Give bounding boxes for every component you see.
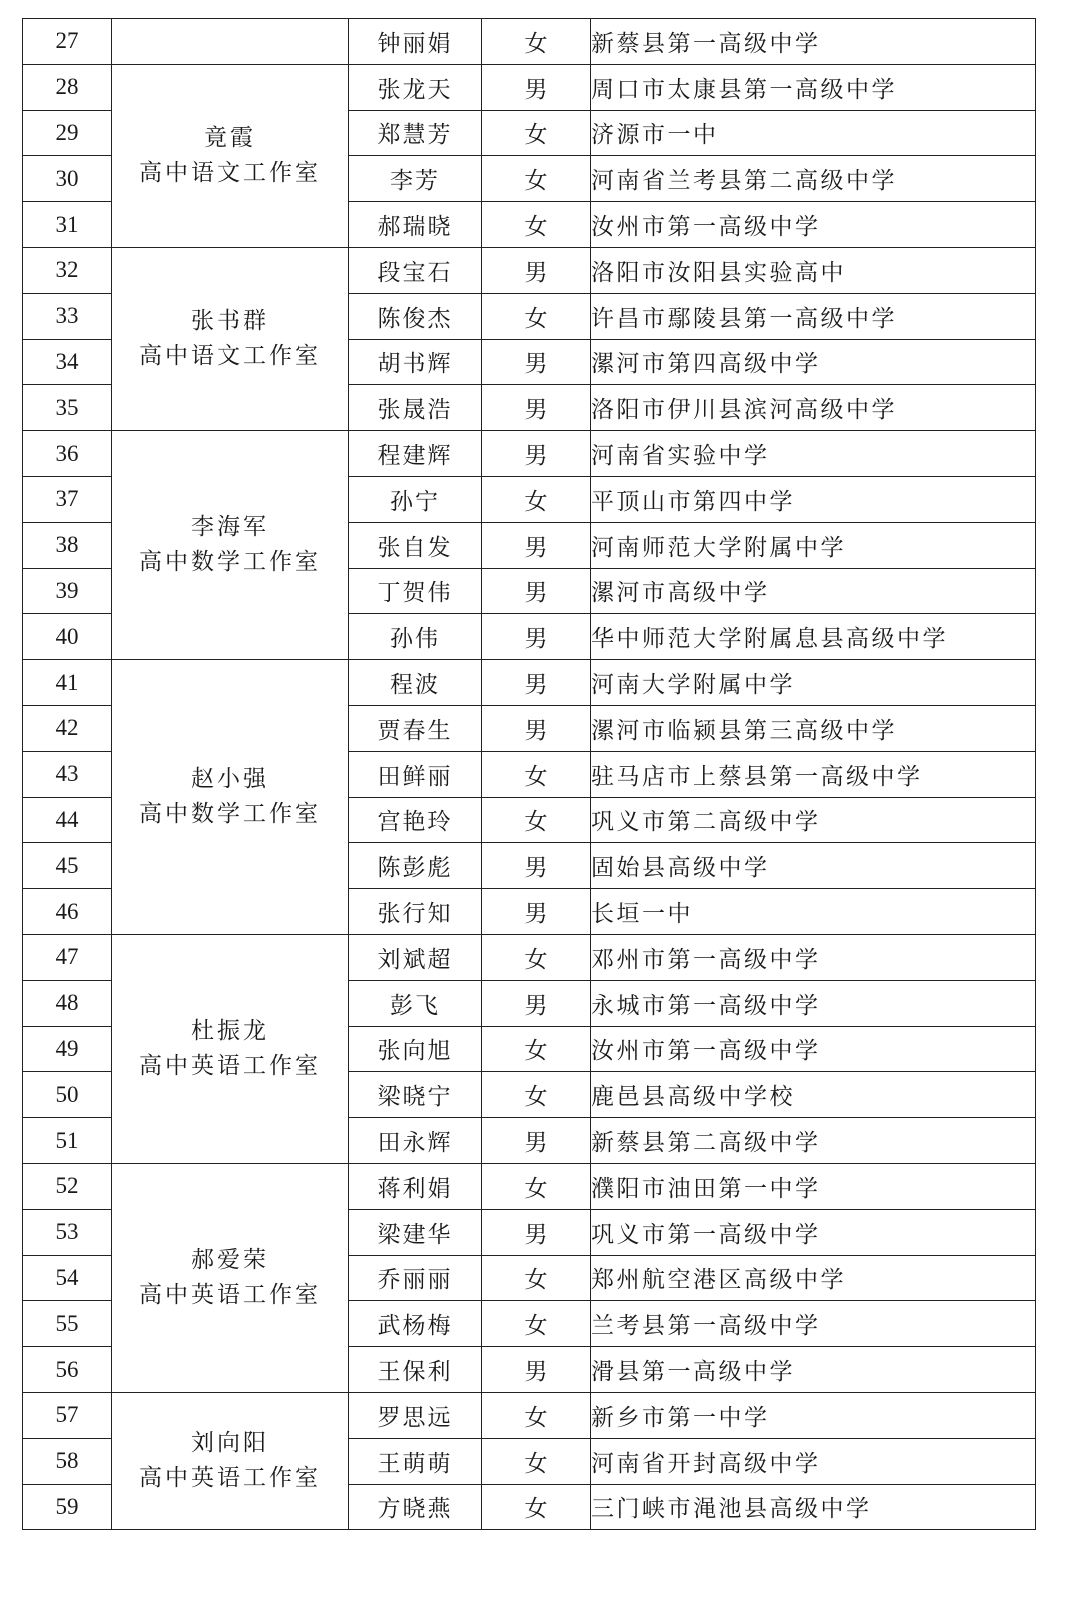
- studio-subject-name: 高中数学工作室: [139, 549, 321, 576]
- row-number-cell: 50: [23, 1072, 112, 1118]
- member-name-cell: 方晓燕: [349, 1484, 482, 1530]
- member-gender-cell: 男: [482, 1347, 591, 1393]
- member-name-cell: 梁建华: [349, 1209, 482, 1255]
- member-school-cell: 兰考县第一高级中学: [591, 1301, 1036, 1347]
- member-school-cell: 漯河市第四高级中学: [591, 339, 1036, 385]
- member-school-cell: 驻马店市上蔡县第一高级中学: [591, 751, 1036, 797]
- row-number-cell: 38: [23, 522, 112, 568]
- studio-cell: [112, 247, 349, 430]
- member-gender-cell: 女: [482, 797, 591, 843]
- member-name-cell: 陈俊杰: [349, 293, 482, 339]
- row-number-cell: 30: [23, 156, 112, 202]
- row-number-cell: 48: [23, 980, 112, 1026]
- member-gender-cell: 女: [482, 1301, 591, 1347]
- row-number-cell: 45: [23, 843, 112, 889]
- member-name-cell: 彭飞: [349, 980, 482, 1026]
- row-number-cell: 55: [23, 1301, 112, 1347]
- row-number-cell: 29: [23, 110, 112, 156]
- table-row: [23, 247, 1036, 293]
- row-number-cell: 58: [23, 1438, 112, 1484]
- member-gender-cell: 女: [482, 19, 591, 65]
- row-number-cell: 44: [23, 797, 112, 843]
- member-name-cell: 程波: [349, 660, 482, 706]
- member-gender-cell: 女: [482, 1026, 591, 1072]
- member-gender-cell: 女: [482, 1163, 591, 1209]
- member-school-cell: 固始县高级中学: [591, 843, 1036, 889]
- studio-leader-name: 赵小强: [191, 766, 269, 793]
- member-name-cell: 李芳: [349, 156, 482, 202]
- member-school-cell: 巩义市第二高级中学: [591, 797, 1036, 843]
- row-number-cell: 36: [23, 431, 112, 477]
- member-gender-cell: 男: [482, 247, 591, 293]
- row-number-cell: 42: [23, 705, 112, 751]
- roster-body: [23, 19, 1036, 1530]
- row-number-cell: 54: [23, 1255, 112, 1301]
- member-name-cell: 胡书辉: [349, 339, 482, 385]
- member-school-cell: 邓州市第一高级中学: [591, 934, 1036, 980]
- row-number-cell: 46: [23, 889, 112, 935]
- row-number-cell: 49: [23, 1026, 112, 1072]
- studio-leader-name: 郝爱荣: [191, 1246, 269, 1273]
- row-number-cell: 52: [23, 1163, 112, 1209]
- studio-leader-name: 李海军: [191, 514, 269, 541]
- member-school-cell: 长垣一中: [591, 889, 1036, 935]
- member-name-cell: 梁晓宁: [349, 1072, 482, 1118]
- member-school-cell: 新乡市第一中学: [591, 1392, 1036, 1438]
- member-school-cell: 周口市太康县第一高级中学: [591, 64, 1036, 110]
- table-row: [23, 660, 1036, 706]
- member-name-cell: 张龙天: [349, 64, 482, 110]
- member-school-cell: 漯河市高级中学: [591, 568, 1036, 614]
- member-school-cell: 河南省实验中学: [591, 431, 1036, 477]
- member-name-cell: 程建辉: [349, 431, 482, 477]
- member-name-cell: 钟丽娟: [349, 19, 482, 65]
- member-school-cell: 华中师范大学附属息县高级中学: [591, 614, 1036, 660]
- member-school-cell: 许昌市鄢陵县第一高级中学: [591, 293, 1036, 339]
- table-row: [23, 19, 1036, 65]
- member-name-cell: 刘斌超: [349, 934, 482, 980]
- member-gender-cell: 女: [482, 1392, 591, 1438]
- member-name-cell: 郑慧芳: [349, 110, 482, 156]
- member-gender-cell: 男: [482, 339, 591, 385]
- studio-cell: [112, 660, 349, 935]
- member-gender-cell: 女: [482, 476, 591, 522]
- member-school-cell: 汝州市第一高级中学: [591, 1026, 1036, 1072]
- member-school-cell: 河南大学附属中学: [591, 660, 1036, 706]
- member-gender-cell: 女: [482, 293, 591, 339]
- table-row: [23, 64, 1036, 110]
- row-number-cell: 28: [23, 64, 112, 110]
- row-number-cell: 59: [23, 1484, 112, 1530]
- member-gender-cell: 女: [482, 751, 591, 797]
- member-roster-table: [22, 18, 1036, 1530]
- row-number-cell: 41: [23, 660, 112, 706]
- table-row: [23, 1392, 1036, 1438]
- studio-leader-name: 张书群: [191, 308, 269, 335]
- table-row: [23, 431, 1036, 477]
- member-school-cell: 鹿邑县高级中学校: [591, 1072, 1036, 1118]
- member-gender-cell: 女: [482, 934, 591, 980]
- member-gender-cell: 男: [482, 1209, 591, 1255]
- member-school-cell: 三门峡市渑池县高级中学: [591, 1484, 1036, 1530]
- row-number-cell: 40: [23, 614, 112, 660]
- row-number-cell: 53: [23, 1209, 112, 1255]
- member-name-cell: 罗思远: [349, 1392, 482, 1438]
- row-number-cell: 43: [23, 751, 112, 797]
- row-number-cell: 34: [23, 339, 112, 385]
- row-number-cell: 56: [23, 1347, 112, 1393]
- member-school-cell: 洛阳市汝阳县实验高中: [591, 247, 1036, 293]
- member-gender-cell: 男: [482, 980, 591, 1026]
- member-name-cell: 段宝石: [349, 247, 482, 293]
- row-number-cell: 32: [23, 247, 112, 293]
- table-row: [23, 1163, 1036, 1209]
- member-gender-cell: 男: [482, 660, 591, 706]
- member-school-cell: 汝州市第一高级中学: [591, 202, 1036, 248]
- member-gender-cell: 男: [482, 522, 591, 568]
- member-name-cell: 王保利: [349, 1347, 482, 1393]
- studio-cell: [112, 19, 349, 65]
- member-name-cell: 蒋利娟: [349, 1163, 482, 1209]
- member-school-cell: 新蔡县第一高级中学: [591, 19, 1036, 65]
- member-gender-cell: 男: [482, 431, 591, 477]
- member-gender-cell: 男: [482, 64, 591, 110]
- member-school-cell: 滑县第一高级中学: [591, 1347, 1036, 1393]
- studio-leader-name: 杜振龙: [191, 1017, 269, 1044]
- member-gender-cell: 男: [482, 705, 591, 751]
- studio-subject-name: 高中语文工作室: [139, 343, 321, 370]
- member-name-cell: 张向旭: [349, 1026, 482, 1072]
- member-school-cell: 濮阳市油田第一中学: [591, 1163, 1036, 1209]
- row-number-cell: 33: [23, 293, 112, 339]
- member-school-cell: 新蔡县第二高级中学: [591, 1118, 1036, 1164]
- member-school-cell: 济源市一中: [591, 110, 1036, 156]
- member-gender-cell: 男: [482, 385, 591, 431]
- member-gender-cell: 女: [482, 202, 591, 248]
- studio-subject-name: 高中英语工作室: [139, 1281, 321, 1308]
- member-school-cell: 漯河市临颍县第三高级中学: [591, 705, 1036, 751]
- row-number-cell: 57: [23, 1392, 112, 1438]
- member-name-cell: 乔丽丽: [349, 1255, 482, 1301]
- member-school-cell: 郑州航空港区高级中学: [591, 1255, 1036, 1301]
- member-gender-cell: 女: [482, 156, 591, 202]
- row-number-cell: 27: [23, 19, 112, 65]
- member-gender-cell: 男: [482, 843, 591, 889]
- member-gender-cell: 女: [482, 1255, 591, 1301]
- member-name-cell: 张自发: [349, 522, 482, 568]
- member-gender-cell: 男: [482, 614, 591, 660]
- studio-leader-name: 竟霞: [204, 124, 256, 151]
- member-name-cell: 孙宁: [349, 476, 482, 522]
- studio-cell: [112, 934, 349, 1163]
- studio-cell: [112, 431, 349, 660]
- member-name-cell: 丁贺伟: [349, 568, 482, 614]
- member-name-cell: 武杨梅: [349, 1301, 482, 1347]
- studio-subject-name: 高中语文工作室: [139, 159, 321, 186]
- member-name-cell: 王萌萌: [349, 1438, 482, 1484]
- member-name-cell: 孙伟: [349, 614, 482, 660]
- studio-leader-name: 刘向阳: [191, 1430, 269, 1457]
- studio-subject-name: 高中数学工作室: [139, 801, 321, 828]
- row-number-cell: 51: [23, 1118, 112, 1164]
- member-name-cell: 田永辉: [349, 1118, 482, 1164]
- member-school-cell: 洛阳市伊川县滨河高级中学: [591, 385, 1036, 431]
- studio-cell: [112, 1392, 349, 1529]
- member-gender-cell: 女: [482, 1438, 591, 1484]
- member-school-cell: 河南省开封高级中学: [591, 1438, 1036, 1484]
- studio-subject-name: 高中英语工作室: [139, 1052, 321, 1079]
- member-gender-cell: 男: [482, 568, 591, 614]
- member-name-cell: 郝瑞晓: [349, 202, 482, 248]
- member-school-cell: 河南省兰考县第二高级中学: [591, 156, 1036, 202]
- member-school-cell: 河南师范大学附属中学: [591, 522, 1036, 568]
- member-name-cell: 田鲜丽: [349, 751, 482, 797]
- member-gender-cell: 男: [482, 889, 591, 935]
- member-gender-cell: 女: [482, 110, 591, 156]
- member-name-cell: 陈彭彪: [349, 843, 482, 889]
- member-gender-cell: 女: [482, 1072, 591, 1118]
- member-name-cell: 宫艳玲: [349, 797, 482, 843]
- roster-page: [22, 18, 1036, 1530]
- table-row: [23, 934, 1036, 980]
- row-number-cell: 37: [23, 476, 112, 522]
- row-number-cell: 39: [23, 568, 112, 614]
- member-school-cell: 平顶山市第四中学: [591, 476, 1036, 522]
- member-school-cell: 永城市第一高级中学: [591, 980, 1036, 1026]
- member-name-cell: 张晟浩: [349, 385, 482, 431]
- member-name-cell: 张行知: [349, 889, 482, 935]
- studio-cell: [112, 1163, 349, 1392]
- studio-cell: [112, 64, 349, 247]
- member-gender-cell: 女: [482, 1484, 591, 1530]
- member-gender-cell: 男: [482, 1118, 591, 1164]
- row-number-cell: 47: [23, 934, 112, 980]
- member-school-cell: 巩义市第一高级中学: [591, 1209, 1036, 1255]
- studio-subject-name: 高中英语工作室: [139, 1465, 321, 1492]
- row-number-cell: 35: [23, 385, 112, 431]
- row-number-cell: 31: [23, 202, 112, 248]
- member-name-cell: 贾春生: [349, 705, 482, 751]
